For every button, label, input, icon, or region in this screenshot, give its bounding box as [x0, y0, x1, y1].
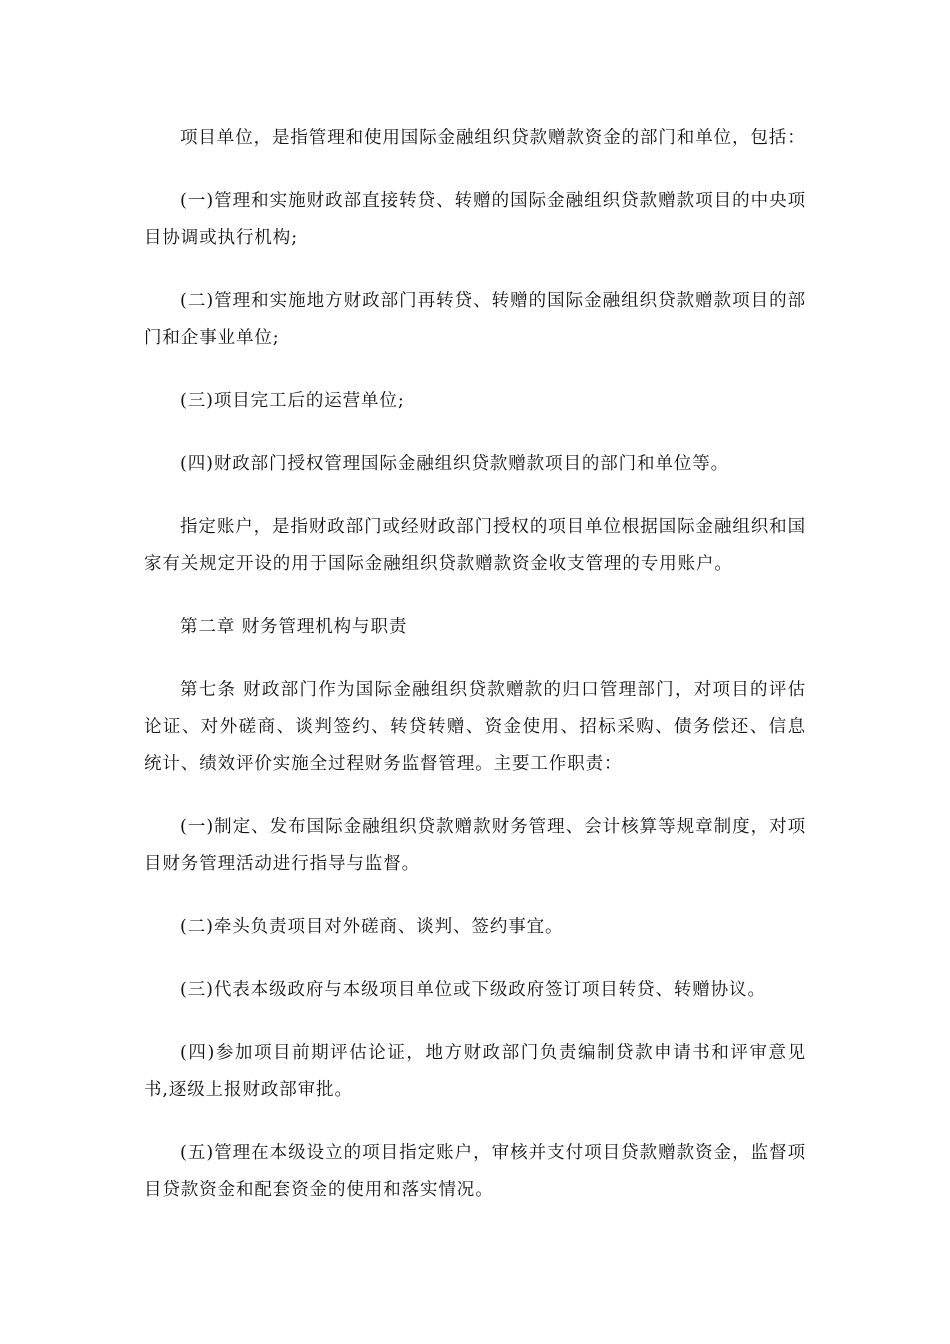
- paragraph-article-7: 第七条 财政部门作为国际金融组织贷款赠款的归口管理部门，对项目的评估论证、对外磋商、谈判签约、转贷转赠、资金使用、招标采购、债务偿还、信息统计、绩效评价实施全过程财务监督管理。主要工作职责：: [144, 680, 806, 774]
- paragraph-duty-2: (二)牵头负责项目对外磋商、谈判、签约事宜。: [180, 917, 564, 937]
- paragraph-item-1: (一)管理和实施财政部直接转贷、转赠的国际金融组织贷款赠款项目的中央项目协调或执行机构;: [144, 191, 806, 248]
- paragraph-designated-account-definition: 指定账户，是指财政部门或经财政部门授权的项目单位根据国际金融组织和国家有关规定开设的用于国际金融组织贷款赠款资金收支管理的专用账户。: [144, 517, 806, 574]
- paragraph-item-4: (四)财政部门授权管理国际金融组织贷款赠款项目的部门和单位等。: [180, 454, 730, 474]
- paragraph-item-3: (三)项目完工后的运营单位;: [180, 391, 405, 411]
- paragraph-duty-3: (三)代表本级政府与本级项目单位或下级政府签订项目转贷、转赠协议。: [180, 980, 766, 1000]
- paragraph-duty-1: (一)制定、发布国际金融组织贷款赠款财务管理、会计核算等规章制度，对项目财务管理活动进行指导与监督。: [144, 817, 806, 874]
- paragraph-duty-4: (四)参加项目前期评估论证，地方财政部门负责编制贷款申请书和评审意见书,逐级上报财政部审批。: [144, 1043, 806, 1100]
- paragraph-project-unit-definition: 项目单位，是指管理和使用国际金融组织贷款赠款资金的部门和单位，包括：: [180, 128, 806, 148]
- paragraph-duty-5: (五)管理在本级设立的项目指定账户，审核并支付项目贷款赠款资金，监督项目贷款资金和配套资金的使用和落实情况。: [144, 1143, 806, 1200]
- document-body: [144, 120, 806, 1235]
- paragraph-item-2: (二)管理和实施地方财政部门再转贷、转赠的国际金融组织贷款赠款项目的部门和企事业单位;: [144, 291, 806, 348]
- chapter-heading: 第二章 财务管理机构与职责: [180, 617, 408, 637]
